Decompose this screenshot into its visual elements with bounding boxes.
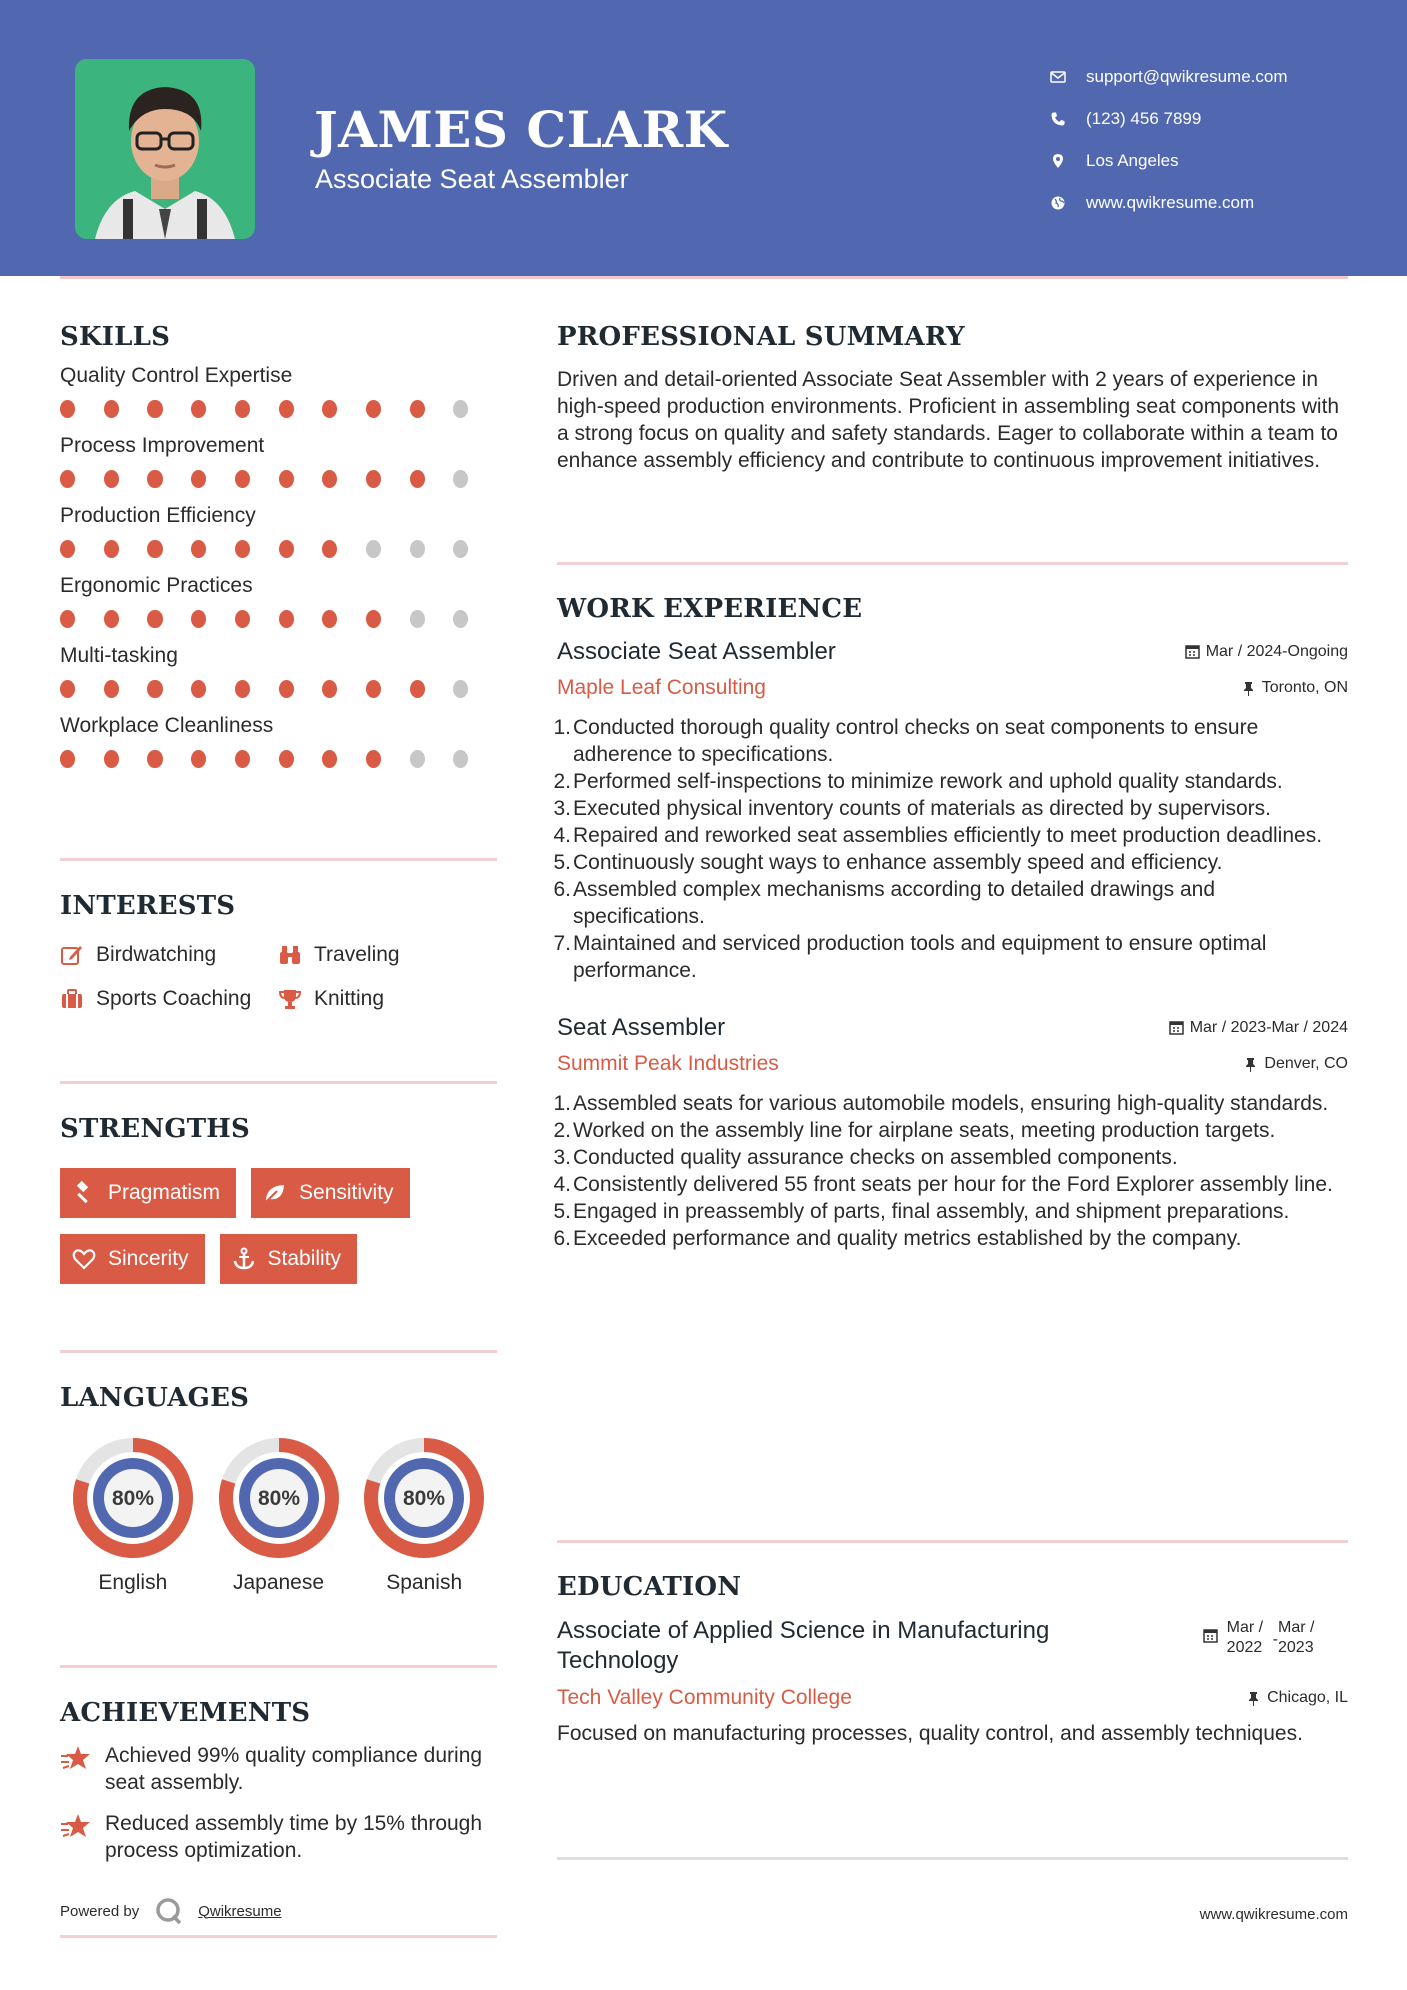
rating-dot	[104, 610, 119, 628]
duty-number: 2.	[553, 1119, 571, 1142]
leaf-icon	[263, 1181, 287, 1205]
pushpin-icon	[1241, 681, 1256, 696]
rating-dot	[147, 610, 162, 628]
candidate-title: Associate Seat Assembler	[315, 164, 629, 194]
skill-item	[60, 714, 497, 770]
skill-rating	[60, 608, 497, 630]
rating-dot	[453, 400, 468, 418]
envelope-icon	[1050, 69, 1086, 85]
rating-dot	[410, 680, 425, 698]
languages-section	[60, 1383, 497, 1665]
rating-dot	[279, 750, 294, 768]
rating-dot	[322, 540, 337, 558]
achievements-list	[60, 1742, 497, 1864]
interests-heading: INTERESTS	[60, 891, 236, 921]
rating-dot	[191, 470, 206, 488]
section-divider	[557, 562, 1348, 565]
skill-item	[60, 364, 497, 420]
rating-dot	[453, 540, 468, 558]
duty-item	[553, 849, 1348, 876]
globe-icon	[1050, 195, 1086, 211]
rating-dot	[453, 610, 468, 628]
rating-dot	[60, 540, 75, 558]
rating-dot	[279, 470, 294, 488]
achievement-text: Reduced assembly time by 15% through process optimization.	[105, 1812, 483, 1862]
duty-text: Performed self-inspections to minimize rework and uphold quality standards.	[573, 770, 1283, 793]
rating-dot	[104, 750, 119, 768]
rating-dot	[235, 680, 250, 698]
education-section	[557, 1572, 1348, 1857]
calendar-icon	[1185, 644, 1200, 659]
rating-dot	[104, 540, 119, 558]
rating-dot	[366, 540, 381, 558]
skill-name: Process Improvement	[60, 434, 265, 457]
contact-list	[1050, 56, 1288, 224]
duty-text: Consistently delivered 55 front seats per hour for the Ford Explorer assembly line.	[573, 1173, 1333, 1196]
interests-section	[60, 891, 497, 1081]
skill-name: Quality Control Expertise	[60, 364, 293, 387]
rating-dot	[366, 750, 381, 768]
language-name: Japanese	[232, 1571, 325, 1594]
rating-dot	[366, 610, 381, 628]
language-level-ring	[363, 1437, 485, 1559]
rating-dot	[453, 680, 468, 698]
profile-photo	[75, 59, 255, 239]
interests-list	[60, 943, 497, 1011]
skill-rating	[60, 468, 497, 490]
skill-rating	[60, 398, 497, 420]
pencil-square-icon	[60, 943, 84, 967]
achievements-heading: ACHIEVEMENTS	[60, 1698, 311, 1728]
duty-item	[553, 930, 1348, 984]
strength-label: Stability	[267, 1247, 342, 1270]
skill-item	[60, 574, 497, 630]
summary-text: Driven and detail-oriented Associate Seat Assembler with 2 years of experience in high-speed production environments. Proficient in assembling seat components with a strong focus on quality and safety standards. Eager to collaborate within a team to enhance assembly efficiency and contribute to continuous improvement initiatives.	[557, 368, 1340, 472]
rating-dot	[104, 680, 119, 698]
experience-heading: WORK EXPERIENCE	[557, 594, 863, 624]
education-date-separator: -	[1272, 1631, 1278, 1648]
rating-dot	[322, 750, 337, 768]
duty-item	[553, 822, 1348, 849]
rating-dot	[410, 750, 425, 768]
strengths-heading: STRENGTHS	[60, 1114, 251, 1144]
contact-website-text: www.qwikresume.com	[1086, 193, 1255, 212]
school-name: Tech Valley Community College	[557, 1686, 852, 1709]
rating-dot	[147, 400, 162, 418]
rating-dot	[366, 470, 381, 488]
degree-title: Associate of Applied Science in Manufacturing Technology	[557, 1617, 1050, 1674]
rating-dot	[279, 540, 294, 558]
duty-number: 2.	[553, 770, 571, 793]
duty-number: 5.	[553, 1200, 571, 1223]
heart-icon	[72, 1247, 96, 1271]
job-location	[1243, 1055, 1348, 1073]
experience-section	[553, 594, 1348, 1540]
education-location	[1246, 1689, 1348, 1707]
duty-item	[553, 1198, 1348, 1225]
job-date-text: Mar / 2024-Ongoing	[1205, 642, 1348, 660]
contact-phone[interactable]	[1050, 98, 1288, 140]
duty-list	[553, 714, 1348, 984]
binoculars-icon	[278, 943, 302, 967]
strength-chip	[60, 1168, 236, 1218]
rating-dot	[147, 470, 162, 488]
skill-item	[60, 434, 497, 490]
achievement-item	[60, 1810, 497, 1864]
job-title: Associate Seat Assembler	[557, 638, 836, 665]
skills-section	[60, 322, 497, 858]
rating-dot	[235, 610, 250, 628]
rating-dot	[60, 470, 75, 488]
contact-location-text: Los Angeles	[1086, 151, 1179, 170]
rating-dot	[191, 400, 206, 418]
powered-by-text: Powered by	[60, 1902, 140, 1920]
left-column	[60, 300, 497, 1938]
contact-location	[1050, 140, 1288, 182]
strength-chip	[220, 1234, 358, 1284]
skill-item	[60, 644, 497, 700]
duty-item	[553, 795, 1348, 822]
job-entry	[553, 1014, 1348, 1252]
language-percent: 80%	[257, 1487, 300, 1510]
rating-dot	[279, 610, 294, 628]
star-award-icon	[60, 1812, 92, 1842]
rating-dot	[322, 470, 337, 488]
rating-dot	[191, 750, 206, 768]
footer-url[interactable]: www.qwikresume.com	[1199, 1906, 1348, 1923]
skills-heading: SKILLS	[60, 322, 171, 352]
star-award-icon	[60, 1744, 92, 1774]
interest-item	[278, 987, 478, 1011]
education-date-end: Mar / 2023	[1278, 1619, 1315, 1656]
skill-rating	[60, 538, 497, 560]
duty-text: Continuously sought ways to enhance assembly speed and efficiency.	[573, 851, 1223, 874]
duty-text: Worked on the assembly line for airplane seats, meeting production targets.	[573, 1119, 1276, 1142]
strength-chip	[251, 1168, 410, 1218]
company-name: Maple Leaf Consulting	[557, 676, 766, 699]
rating-dot	[322, 610, 337, 628]
duty-number: 5.	[553, 851, 571, 874]
strength-label: Sensitivity	[299, 1181, 394, 1204]
rating-dot	[235, 470, 250, 488]
strengths-list	[60, 1168, 497, 1284]
rating-dot	[60, 750, 75, 768]
rating-dot	[235, 400, 250, 418]
company-name: Summit Peak Industries	[557, 1052, 779, 1075]
pushpin-icon	[1246, 1691, 1261, 1706]
duty-text: Executed physical inventory counts of materials as directed by supervisors.	[573, 797, 1271, 820]
job-location	[1241, 679, 1348, 697]
map-pin-icon	[1050, 153, 1086, 169]
section-divider	[60, 1935, 497, 1938]
rating-dot	[410, 540, 425, 558]
education-description: Focused on manufacturing processes, quality control, and assembly techniques.	[557, 1722, 1303, 1745]
rating-dot	[322, 400, 337, 418]
trophy-icon	[278, 987, 302, 1011]
right-column	[553, 300, 1348, 1860]
duty-text: Assembled complex mechanisms according to detailed drawings and specifications.	[573, 878, 1215, 928]
languages-heading: LANGUAGES	[60, 1383, 250, 1413]
duty-number: 3.	[553, 1146, 571, 1169]
rating-dot	[279, 680, 294, 698]
duty-item	[553, 1144, 1348, 1171]
education-location-text: Chicago, IL	[1267, 1689, 1348, 1706]
interest-item	[278, 943, 478, 967]
contact-email-text: support@qwikresume.com	[1086, 67, 1288, 86]
rating-dot	[147, 680, 162, 698]
language-percent: 80%	[111, 1487, 154, 1510]
duty-item	[553, 1090, 1348, 1117]
achievement-text: Achieved 99% quality compliance during seat assembly.	[105, 1744, 483, 1794]
brand-link[interactable]: Qwikresume	[198, 1902, 282, 1920]
rating-dot	[366, 680, 381, 698]
job-date	[1169, 1019, 1348, 1037]
interest-label: Birdwatching	[96, 943, 217, 966]
resume-header	[0, 0, 1407, 276]
language-name: Spanish	[386, 1571, 463, 1594]
footer-powered-by	[60, 1896, 282, 1926]
section-divider	[60, 1665, 497, 1668]
rating-dot	[104, 400, 119, 418]
languages-list	[60, 1437, 497, 1595]
interest-item	[60, 943, 278, 967]
duty-item	[553, 1117, 1348, 1144]
calendar-icon	[1169, 1020, 1184, 1035]
duty-list	[553, 1090, 1348, 1252]
interest-label: Traveling	[314, 943, 400, 966]
rating-dot	[322, 680, 337, 698]
section-divider	[60, 858, 497, 861]
rating-dot	[191, 610, 206, 628]
skill-name: Production Efficiency	[60, 504, 256, 527]
skill-name: Multi-tasking	[60, 644, 178, 667]
pushpin-icon	[1243, 1057, 1258, 1072]
language-name: English	[98, 1571, 168, 1594]
duty-number: 1.	[553, 716, 571, 739]
language-level-ring	[72, 1437, 194, 1559]
phone-icon	[1050, 111, 1086, 127]
rating-dot	[279, 400, 294, 418]
strength-chip	[60, 1234, 205, 1284]
job-title: Seat Assembler	[557, 1014, 726, 1041]
rating-dot	[104, 470, 119, 488]
job-date	[1185, 643, 1348, 661]
rating-dot	[366, 400, 381, 418]
rating-dot	[410, 400, 425, 418]
contact-website[interactable]	[1050, 182, 1288, 224]
job-date-text: Mar / 2023-Mar / 2024	[1189, 1018, 1348, 1036]
language-item	[60, 1437, 206, 1595]
duty-number: 4.	[553, 1173, 571, 1196]
gavel-icon	[72, 1181, 96, 1205]
language-item	[206, 1437, 352, 1595]
rating-dot	[60, 680, 75, 698]
skill-item	[60, 504, 497, 560]
section-divider	[557, 1540, 1348, 1543]
interest-label: Sports Coaching	[96, 987, 252, 1010]
rating-dot	[235, 750, 250, 768]
avatar-illustration	[75, 59, 255, 239]
briefcase-icon	[60, 987, 84, 1011]
rating-dot	[191, 680, 206, 698]
duty-number: 6.	[553, 1227, 571, 1250]
education-date-start: Mar / 2022	[1226, 1619, 1264, 1656]
strengths-section	[60, 1114, 497, 1350]
education-heading: EDUCATION	[557, 1572, 742, 1602]
strength-label: Sincerity	[108, 1247, 189, 1270]
duty-number: 3.	[553, 797, 571, 820]
rating-dot	[453, 750, 468, 768]
education-date	[1203, 1618, 1324, 1676]
duty-text: Conducted quality assurance checks on assembled components.	[573, 1146, 1178, 1169]
duty-item	[553, 876, 1348, 930]
duty-number: 1.	[553, 1092, 571, 1115]
language-level-ring	[218, 1437, 340, 1559]
skill-rating	[60, 748, 497, 770]
section-divider	[60, 1081, 497, 1084]
interest-label: Knitting	[314, 987, 385, 1010]
skill-name: Ergonomic Practices	[60, 574, 253, 597]
duty-item	[553, 714, 1348, 768]
duty-text: Engaged in preassembly of parts, final assembly, and shipment preparations.	[573, 1200, 1290, 1223]
candidate-name: JAMES CLARK	[314, 100, 728, 159]
duty-text: Exceeded performance and quality metrics established by the company.	[573, 1227, 1242, 1250]
duty-item	[553, 768, 1348, 795]
job-location-text: Toronto, ON	[1261, 679, 1348, 696]
rating-dot	[453, 470, 468, 488]
contact-phone-text: (123) 456 7899	[1086, 109, 1202, 128]
calendar-icon	[1203, 1628, 1218, 1643]
language-percent: 80%	[403, 1487, 446, 1510]
job-entry	[553, 638, 1348, 984]
duty-item	[553, 1225, 1348, 1252]
summary-section	[557, 322, 1348, 562]
duty-text: Repaired and reworked seat assemblies efficiently to meet production deadlines.	[573, 824, 1323, 847]
qwikresume-logo-icon	[154, 1896, 184, 1926]
summary-heading: PROFESSIONAL SUMMARY	[557, 322, 965, 352]
rating-dot	[410, 610, 425, 628]
rating-dot	[410, 470, 425, 488]
rating-dot	[235, 540, 250, 558]
achievement-item	[60, 1742, 497, 1796]
skill-name: Workplace Cleanliness	[60, 714, 274, 737]
section-divider	[60, 1350, 497, 1353]
strength-label: Pragmatism	[108, 1181, 221, 1204]
rating-dot	[60, 610, 75, 628]
section-divider	[557, 1857, 1348, 1860]
duty-text: Conducted thorough quality control checks on seat components to ensure adherence to specifications.	[573, 716, 1259, 766]
skills-list	[60, 364, 497, 770]
header-divider	[60, 276, 1348, 279]
rating-dot	[60, 400, 75, 418]
duty-number: 7.	[553, 932, 571, 955]
rating-dot	[147, 540, 162, 558]
anchor-icon	[232, 1247, 256, 1271]
contact-email[interactable]	[1050, 56, 1288, 98]
duty-number: 4.	[553, 824, 571, 847]
duty-item	[553, 1171, 1348, 1198]
rating-dot	[191, 540, 206, 558]
duty-text: Maintained and serviced production tools and equipment to ensure optimal performance.	[573, 932, 1267, 982]
duty-number: 6.	[553, 878, 571, 901]
duty-text: Assembled seats for various automobile models, ensuring high-quality standards.	[573, 1092, 1329, 1115]
rating-dot	[147, 750, 162, 768]
job-location-text: Denver, CO	[1264, 1055, 1348, 1072]
language-item	[351, 1437, 497, 1595]
interest-item	[60, 987, 278, 1011]
skill-rating	[60, 678, 497, 700]
